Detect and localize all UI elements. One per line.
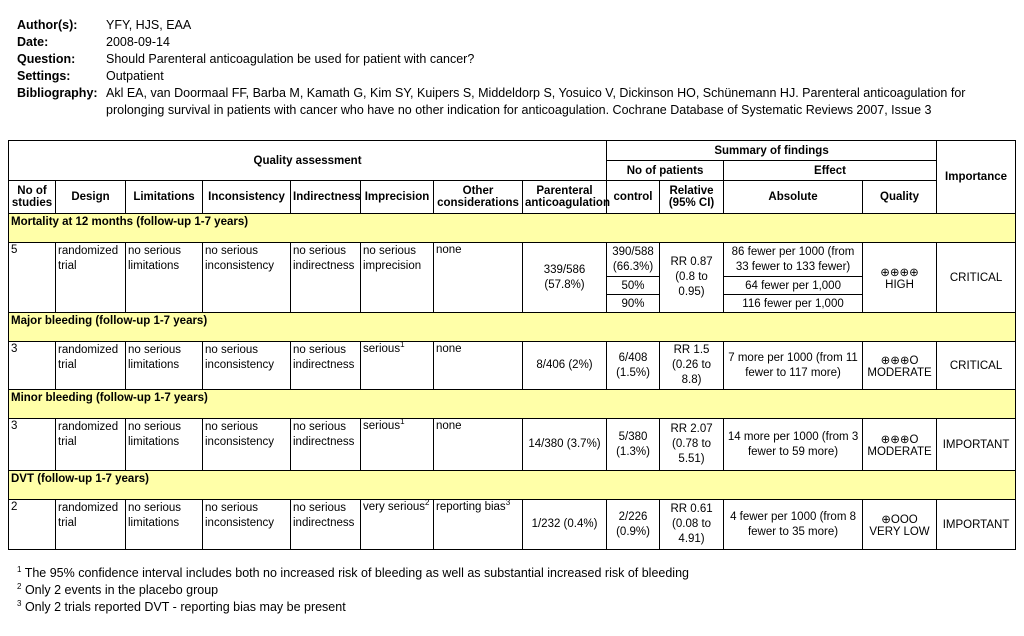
cell-limitations: no serious limitations: [126, 419, 203, 471]
cell-quality: [863, 419, 937, 471]
header-inconsistency: Inconsistency: [203, 181, 291, 214]
outcome-title-major-bleeding: Major bleeding (follow-up 1-7 years): [9, 313, 1016, 342]
cell-control: 6/408 (1.5%): [607, 342, 660, 390]
header-summary-of-findings: Summary of findings: [607, 141, 937, 161]
header-absolute: Absolute: [724, 181, 863, 214]
meta-bibliography: Bibliography: Akl EA, van Doormaal FF, Barba M, Kamath G, Kim SY, Kuipers S, Middeldorp S, Yosuico V, Dickinson HO, Schünemann HJ. Parenteral anticoagulation for prolonging survival in patients with cancer who have no other indication for anticoagulation. Cochrane Database of Systematic Reviews 2007, Issue 3: [17, 86, 966, 117]
cell-imprecision: no serious imprecision: [361, 243, 434, 313]
cell-relative: RR 0.87 (0.8 to 0.95): [660, 243, 724, 313]
cell-importance: CRITICAL: [937, 243, 1016, 313]
meta-question: Question: Should Parenteral anticoagulation be used for patient with cancer?: [17, 52, 475, 66]
cell-control: 2/226 (0.9%): [607, 500, 660, 550]
cell-inconsistency: no serious inconsistency: [203, 243, 291, 313]
quality-rating-icon: ⊕⊕⊕O: [880, 433, 919, 446]
cell-importance: IMPORTANT: [937, 419, 1016, 471]
table-row: [9, 419, 1016, 471]
document-metadata: [17, 17, 1007, 119]
cell-absolute: 116 fewer per 1,000: [724, 295, 863, 313]
cell-design: randomized trial: [56, 243, 126, 313]
cell-imprecision: very serious$^2$: [361, 500, 434, 550]
quality-rating-icon: ⊕⊕⊕O: [880, 354, 919, 367]
cell-absolute: 86 fewer per 1000 (from 33 fewer to 133 fewer): [724, 243, 863, 277]
header-parenteral-anticoagulation: Parenteral anticoagulation: [523, 181, 607, 214]
meta-settings: Settings: Outpatient: [17, 69, 164, 83]
cell-imprecision: serious$^1$: [361, 419, 434, 471]
cell-relative: RR 0.61 (0.08 to 4.91): [660, 500, 724, 550]
cell-relative: RR 1.5 (0.26 to 8.8): [660, 342, 724, 390]
header-imprecision: Imprecision: [361, 181, 434, 214]
cell-parenteral: 14/380 (3.7%): [523, 419, 607, 471]
cell-imprecision: serious$^1$: [361, 342, 434, 390]
cell-limitations: no serious limitations: [126, 342, 203, 390]
cell-absolute: 7 more per 1000 (from 11 fewer to 117 more): [724, 342, 863, 390]
cell-parenteral: 1/232 (0.4%): [523, 500, 607, 550]
header-quality: Quality: [863, 181, 937, 214]
cell-parenteral: 339/586 (57.8%): [523, 243, 607, 313]
cell-other: none: [434, 419, 523, 471]
quality-label: VERY LOW: [869, 525, 930, 538]
footnote-ref: 2: [425, 498, 430, 508]
cell-control: 90%: [607, 295, 660, 313]
footnote: $^2$ Only 2 events in the placebo group: [17, 581, 219, 597]
footnote-ref: 1: [400, 417, 405, 427]
cell-importance: IMPORTANT: [937, 500, 1016, 550]
cell-quality: [863, 342, 937, 390]
cell-studies: 5: [9, 243, 56, 313]
cell-inconsistency: no serious inconsistency: [203, 500, 291, 550]
outcome-title-minor-bleeding: Minor bleeding (follow-up 1-7 years): [9, 390, 1016, 419]
cell-limitations: no serious limitations: [126, 243, 203, 313]
quality-rating-icon: ⊕OOO: [881, 513, 918, 526]
quality-rating-icon: ⊕⊕⊕⊕: [880, 266, 919, 279]
cell-design: randomized trial: [56, 419, 126, 471]
outcome-title-mortality: Mortality at 12 months (follow-up 1-7 years): [9, 214, 1016, 243]
cell-quality: [863, 243, 937, 313]
header-indirectness: Indirectness: [291, 181, 361, 214]
cell-indirectness: no serious indirectness: [291, 419, 361, 471]
header-effect: Effect: [724, 161, 937, 181]
cell-control: 5/380 (1.3%): [607, 419, 660, 471]
cell-other: none: [434, 342, 523, 390]
quality-label: HIGH: [885, 278, 914, 291]
footnote-ref: 3: [505, 498, 511, 508]
cell-other: none: [434, 243, 523, 313]
header-relative: Relative (95% CI): [660, 181, 724, 214]
cell-inconsistency: no serious inconsistency: [203, 419, 291, 471]
cell-absolute: 14 more per 1000 (from 3 fewer to 59 more): [724, 419, 863, 471]
header-quality-assessment: Quality assessment: [9, 141, 607, 181]
cell-design: randomized trial: [56, 342, 126, 390]
outcome-title-dvt: DVT (follow-up 1-7 years): [9, 471, 1016, 500]
meta-authors: Author(s): YFY, HJS, EAA: [17, 18, 192, 32]
header-other-considerations: Other considerations: [434, 181, 523, 214]
table-row: [9, 243, 1016, 277]
meta-date: Date: 2008-09-14: [17, 35, 170, 49]
footnotes: [17, 565, 689, 616]
cell-absolute: 64 fewer per 1,000: [724, 277, 863, 295]
cell-other: reporting bias$^3$: [434, 500, 523, 550]
header-no-of-patients: No of patients: [607, 161, 724, 181]
quality-label: MODERATE: [867, 445, 932, 458]
cell-indirectness: no serious indirectness: [291, 342, 361, 390]
cell-parenteral: 8/406 (2%): [523, 342, 607, 390]
cell-studies: 2: [9, 500, 56, 550]
cell-indirectness: no serious indirectness: [291, 500, 361, 550]
cell-importance: CRITICAL: [937, 342, 1016, 390]
cell-design: randomized trial: [56, 500, 126, 550]
cell-indirectness: no serious indirectness: [291, 243, 361, 313]
cell-studies: 3: [9, 342, 56, 390]
cell-relative: RR 2.07 (0.78 to 5.51): [660, 419, 724, 471]
header-design: Design: [56, 181, 126, 214]
cell-control: 390/588 (66.3%): [607, 243, 660, 277]
table-row: [9, 500, 1016, 550]
cell-studies: 3: [9, 419, 56, 471]
header-importance: Importance: [937, 141, 1016, 214]
cell-absolute: 4 fewer per 1000 (from 8 fewer to 35 more): [724, 500, 863, 550]
grade-evidence-table: [8, 140, 1016, 550]
footnote-ref: 1: [400, 340, 405, 350]
header-control: control: [607, 181, 660, 214]
cell-limitations: no serious limitations: [126, 500, 203, 550]
cell-quality: [863, 500, 937, 550]
quality-label: MODERATE: [867, 366, 932, 379]
header-limitations: Limitations: [126, 181, 203, 214]
cell-control: 50%: [607, 277, 660, 295]
table-row: [9, 342, 1016, 390]
footnote: $^3$ Only 2 trials reported DVT - reporting bias may be present: [17, 598, 346, 614]
cell-inconsistency: no serious inconsistency: [203, 342, 291, 390]
footnote: $^1$ The 95% confidence interval includes both no increased risk of bleeding as well as substantial increased risk of bleeding: [17, 564, 689, 580]
header-no-of-studies: No of studies: [9, 181, 56, 214]
